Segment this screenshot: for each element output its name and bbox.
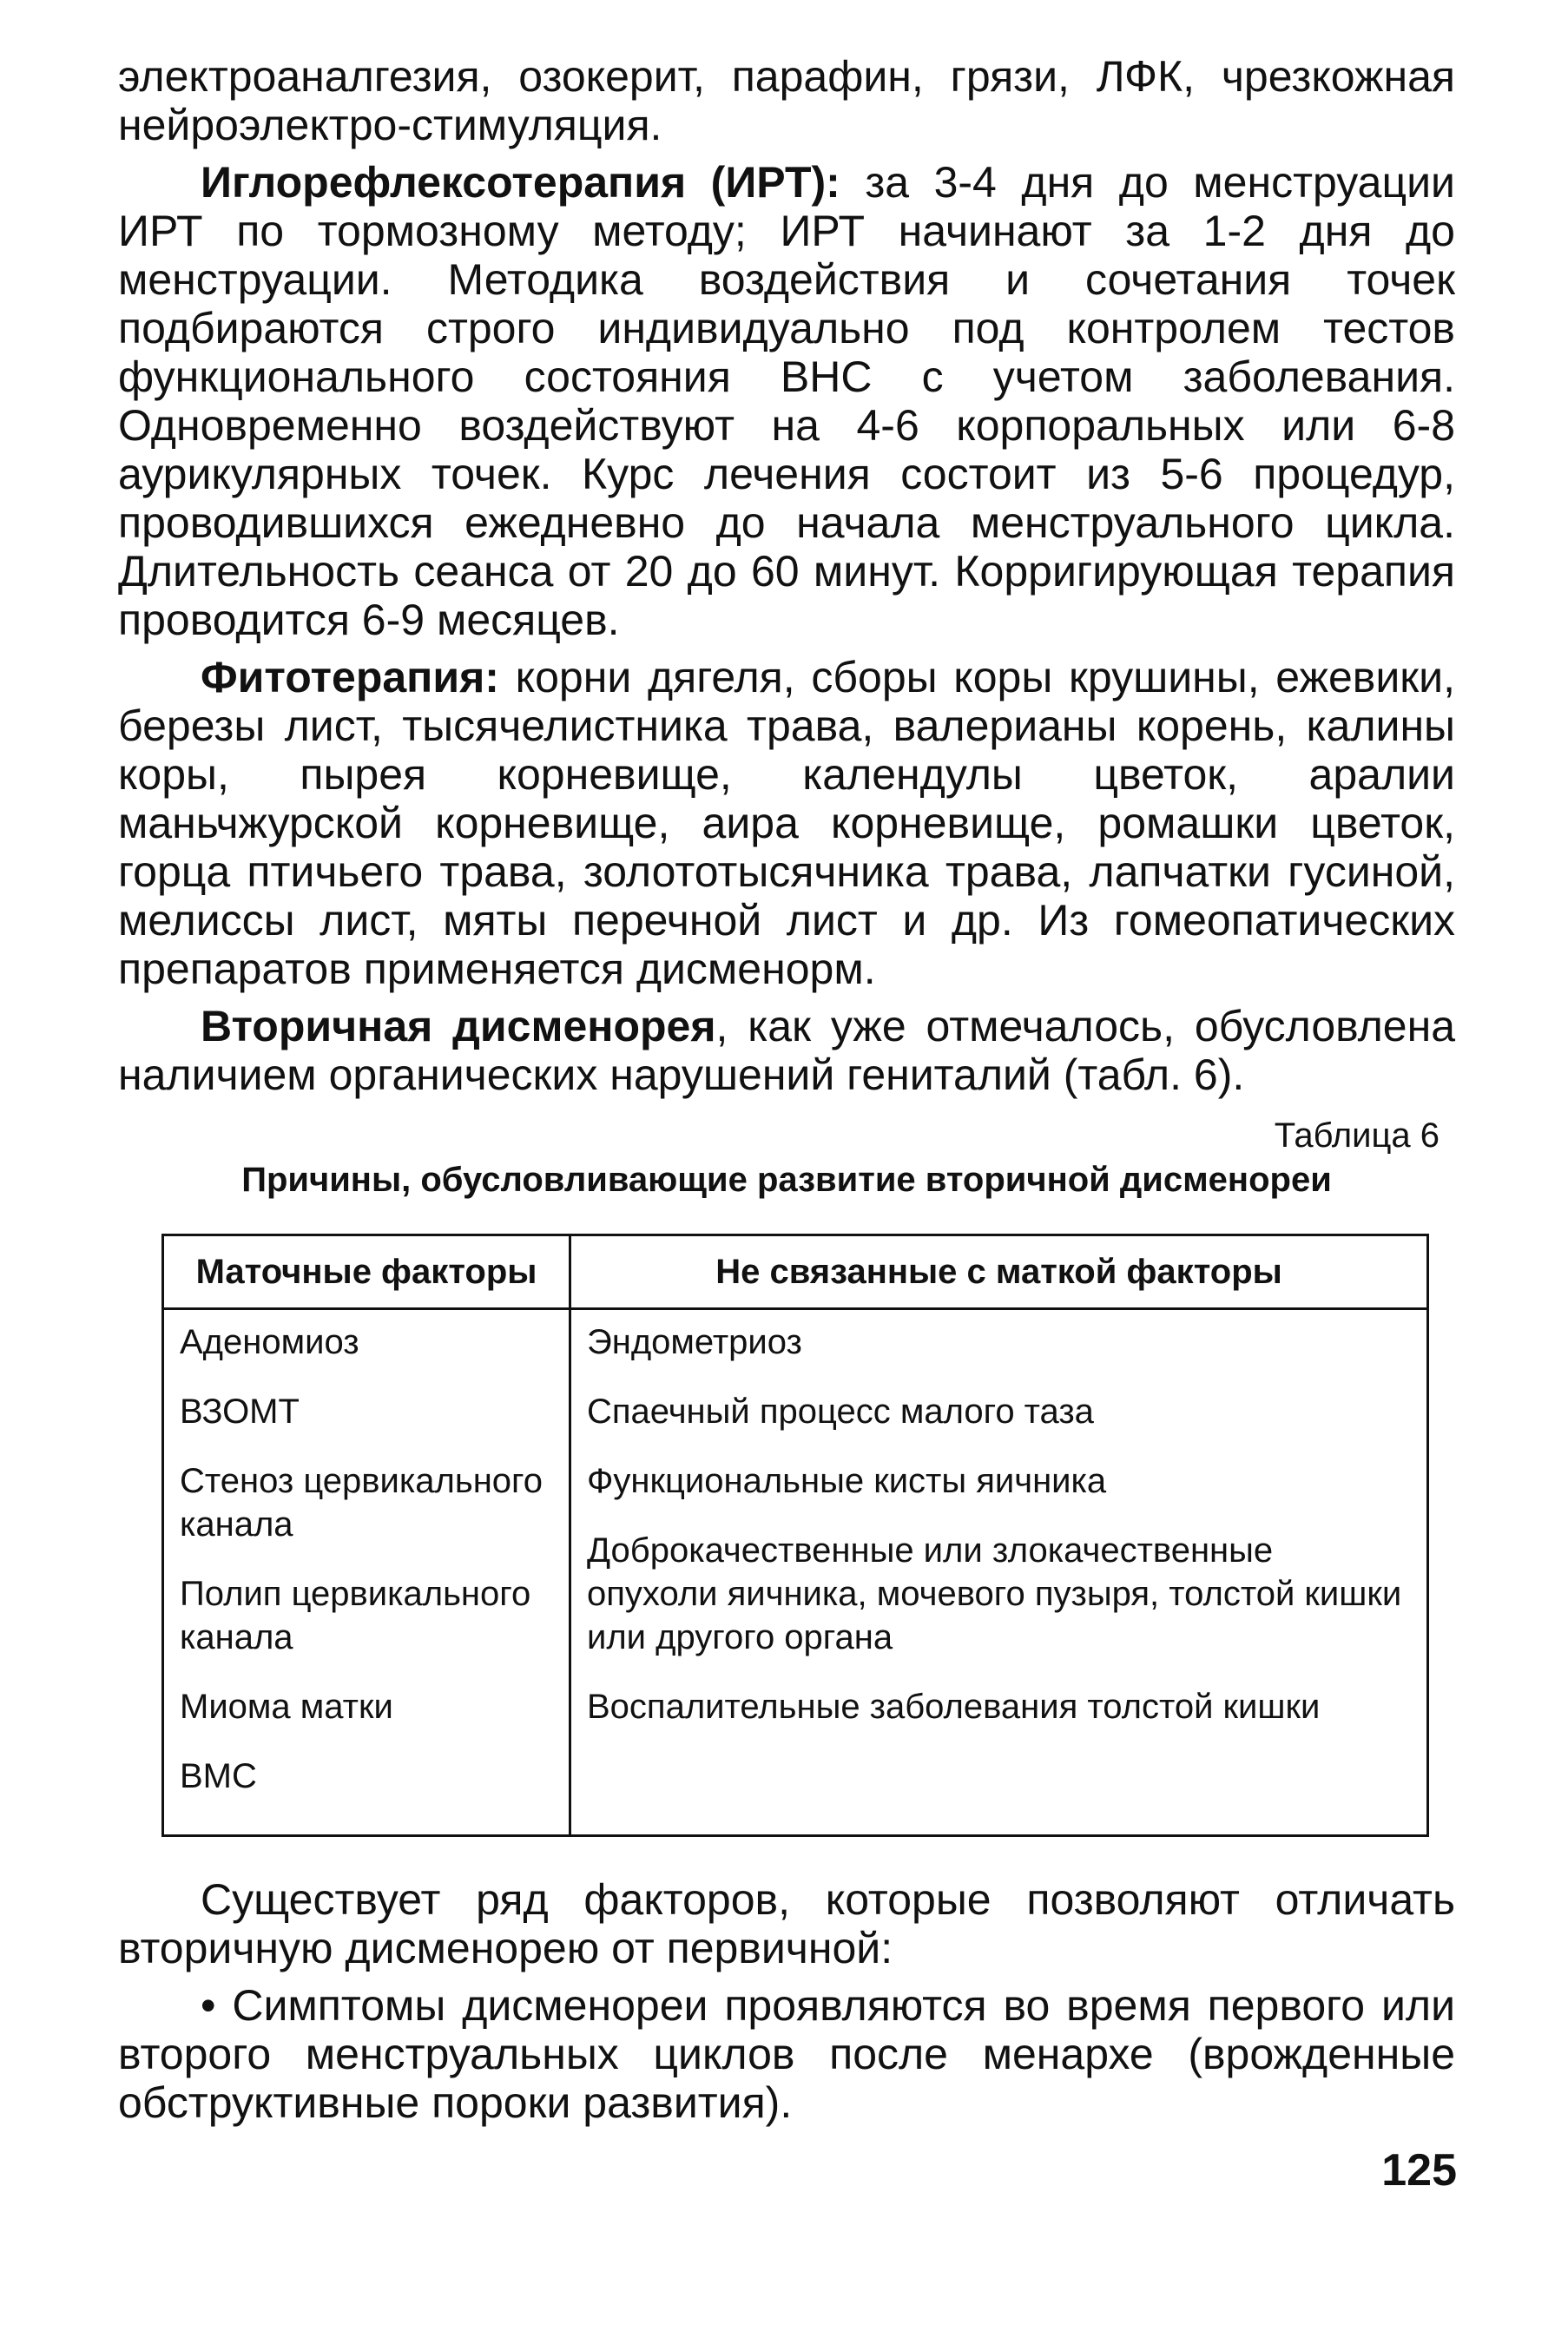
- list-item: Воспалительные заболевания толстой кишки: [587, 1688, 1321, 1726]
- table-title: Причины, обусловливающие развитие вторичной дисменореи: [241, 1161, 1332, 1199]
- bullet-item: • Симптомы дисменореи проявляются во время первого или второго менструальных циклов после менархе (врожденные обструктивные пороки развития).: [118, 1981, 1455, 2127]
- uterine-factors-cell: [163, 1309, 570, 1836]
- list-item: ВЗОМТ: [180, 1393, 300, 1431]
- list-item: Аденомиоз: [180, 1323, 359, 1361]
- paragraph-secondary-dysmenorrhea: [118, 1002, 1455, 1099]
- list-item: Эндометриоз: [587, 1323, 802, 1361]
- paragraph-text: корни дягеля, сборы коры крушины, ежевики, березы лист, тысячелистника трава, валерианы корень, калины коры, пырея корневище, календулы цветок, аралии маньчжурской корневище, аира корневище, ромашки цветок, горца птичьего трава, золототысячника трава, лапчатки гусиной, мелиссы лист, мяты перечной лист и др. Из гомеопатических препаратов применяется дисменорм.: [118, 653, 1455, 993]
- body-text: [118, 52, 1455, 1108]
- list-item: Стеноз цервикального канала: [180, 1462, 543, 1544]
- table-block: [118, 1116, 1455, 1837]
- paragraph-heading: Фитотерапия:: [201, 653, 499, 701]
- paragraph-text: , как уже отмечалось, обусловлена наличием органических нарушений гениталий (табл. 6).: [118, 1002, 1455, 1099]
- paragraph-physiotherapy: [118, 52, 1455, 149]
- body-text-continued: [118, 1875, 1455, 2136]
- table-header-row: [163, 1235, 1428, 1309]
- list-item: Миома матки: [180, 1688, 393, 1726]
- list-item: Спаечный процесс малого таза: [587, 1393, 1094, 1431]
- header-uterine-factors: Маточные факторы: [163, 1235, 570, 1309]
- table-label: Таблица 6: [1274, 1116, 1440, 1155]
- page-number: 125: [1381, 2145, 1457, 2196]
- paragraph-reflexotherapy: [118, 158, 1455, 644]
- header-non-uterine-factors: Не связанные с маткой факторы: [570, 1235, 1428, 1309]
- table-body-row: [163, 1309, 1428, 1836]
- paragraph-heading: Иглорефлексотерапия (ИРТ):: [201, 158, 840, 207]
- list-item: ВМС: [180, 1757, 257, 1795]
- paragraph-text: за 3-4 дня до менструации ИРТ по тормозному методу; ИРТ начинают за 1-2 дня до менструации. Методика воздействия и сочетания точек подбираются строго индивидуально под контролем тестов функционального состояния ВНС с учетом заболевания. Одновременно воздействуют на 4-6 корпоральных или 6-8 аурикулярных точек. Курс лечения состоит из 5-6 процедур, проводившихся ежедневно до начала менструального цикла. Длительность сеанса от 20 до 60 минут. Корригирующая терапия проводится 6-9 месяцев.: [118, 158, 1455, 644]
- list-item: Доброкачественные или злокачественные опухоли яичника, мочевого пузыря, толстой кишки или другого органа: [587, 1531, 1402, 1656]
- list-item: Функциональные кисты яичника: [587, 1462, 1107, 1500]
- paragraph-heading: Вторичная дисменорея: [201, 1002, 716, 1050]
- paragraph-phytotherapy: [118, 653, 1455, 993]
- non-uterine-factors-cell: [570, 1309, 1428, 1836]
- paragraph-distinguishing-factors: Существует ряд факторов, которые позволяют отличать вторичную дисменорею от первичной:: [118, 1875, 1455, 1972]
- causes-table: [161, 1234, 1429, 1837]
- list-item: Полип цервикального канала: [180, 1575, 531, 1656]
- paragraph-text: электроаналгезия, озокерит, парафин, грязи, ЛФК, чрезкожная нейроэлектро-стимуляция.: [118, 52, 1455, 149]
